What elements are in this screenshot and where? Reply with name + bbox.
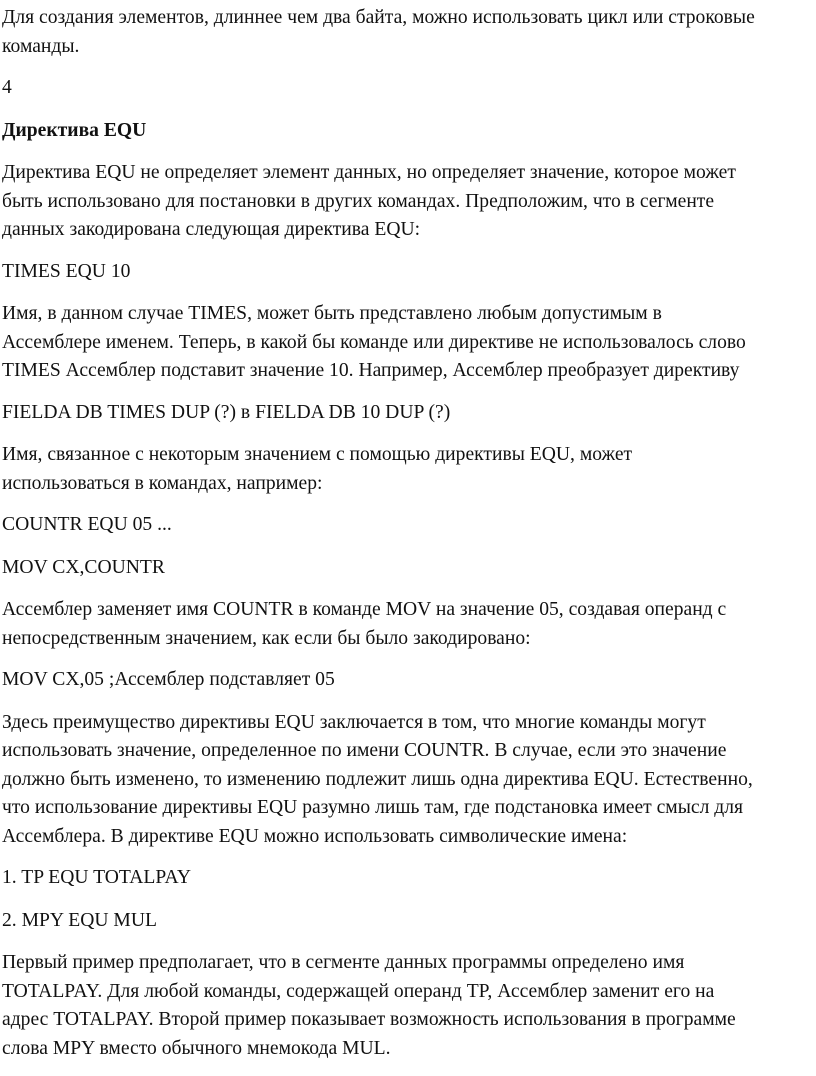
- text-line: TOTALPAY. Для любой команды, содержащей операнд TP, Ассемблер заменит его на: [2, 980, 715, 1002]
- text-line: TIMES Ассемблер подставит значение 10. Например, Ассемблер преобразует директиву: [2, 360, 740, 381]
- code-line-times-equ: TIMES EQU 10: [2, 260, 131, 282]
- code-line-fielda: FIELDA DB TIMES DUP (?) в FIELDA DB 10 DUP (?): [2, 401, 451, 423]
- paragraph-3: [2, 441, 814, 498]
- text-line: Первый пример предполагает, что в сегменте данных программы определено имя: [2, 952, 685, 973]
- text-line: использовать значение, определенное по имени COUNTR. В случае, если это значение: [2, 740, 727, 761]
- text-line: Ассемблере именем. Теперь, в какой бы команде или директиве не использовалось слово: [2, 331, 746, 353]
- paragraph-5: [2, 709, 814, 852]
- code-line-mov-countr: MOV CX,COUNTR: [2, 556, 165, 578]
- paragraph-6: [2, 949, 814, 1063]
- text-line: непосредственным значением, как если бы было закодировано:: [2, 627, 531, 649]
- section-heading: Директива EQU: [2, 119, 147, 141]
- text-line: Ассемблера. В директиве EQU можно использовать символические имена:: [2, 825, 628, 847]
- text-line: Имя, в данном случае TIMES, может быть представлено любым допустимым в: [2, 303, 662, 324]
- text-line: Имя, связанное с некоторым значением с помощью директивы EQU, может: [2, 444, 633, 465]
- text-line: адрес TOTALPAY. Второй пример показывает возможность использования в программе: [2, 1009, 736, 1030]
- text-line: использоваться в командах, например:: [2, 472, 323, 494]
- code-line-countr-equ: COUNTR EQU 05 ...: [2, 514, 172, 535]
- text-line: что использование директивы EQU разумно лишь там, где подстановка имеет смысл для: [2, 797, 744, 818]
- code-line-mpy-equ: 2. MPY EQU MUL: [2, 909, 157, 931]
- paragraph-4: [2, 596, 814, 653]
- code-line-mov-05: MOV CX,05 ;Ассемблер подставляет 05: [2, 669, 335, 690]
- text-line: должно быть изменено, то изменению подлежит лишь одна директива EQU. Естественно,: [2, 768, 753, 790]
- text-line: Ассемблер заменяет имя COUNTR в команде MOV на значение 05, создавая операнд с: [2, 599, 727, 620]
- text-line: команды.: [2, 35, 80, 57]
- text-line: Здесь преимущество директивы EQU заключается в том, что многие команды могут: [2, 711, 706, 733]
- text-line: Директива EQU не определяет элемент данных, но определяет значение, которое может: [2, 162, 736, 183]
- paragraph-2: [2, 300, 814, 386]
- page-number: 4: [2, 77, 12, 98]
- code-line-tp-equ: 1. TP EQU TOTALPAY: [2, 867, 191, 888]
- text-line: слова MPY вместо обычного мнемокода MUL.: [2, 1037, 391, 1059]
- intro-paragraph: [2, 4, 814, 61]
- text-line: Для создания элементов, длиннее чем два байта, можно использовать цикл или строковые: [2, 7, 755, 28]
- text-line: данных закодирована следующая директива EQU:: [2, 219, 421, 240]
- paragraph-1: [2, 159, 814, 245]
- text-line: быть использовано для постановки в других командах. Предположим, что в сегменте: [2, 190, 715, 212]
